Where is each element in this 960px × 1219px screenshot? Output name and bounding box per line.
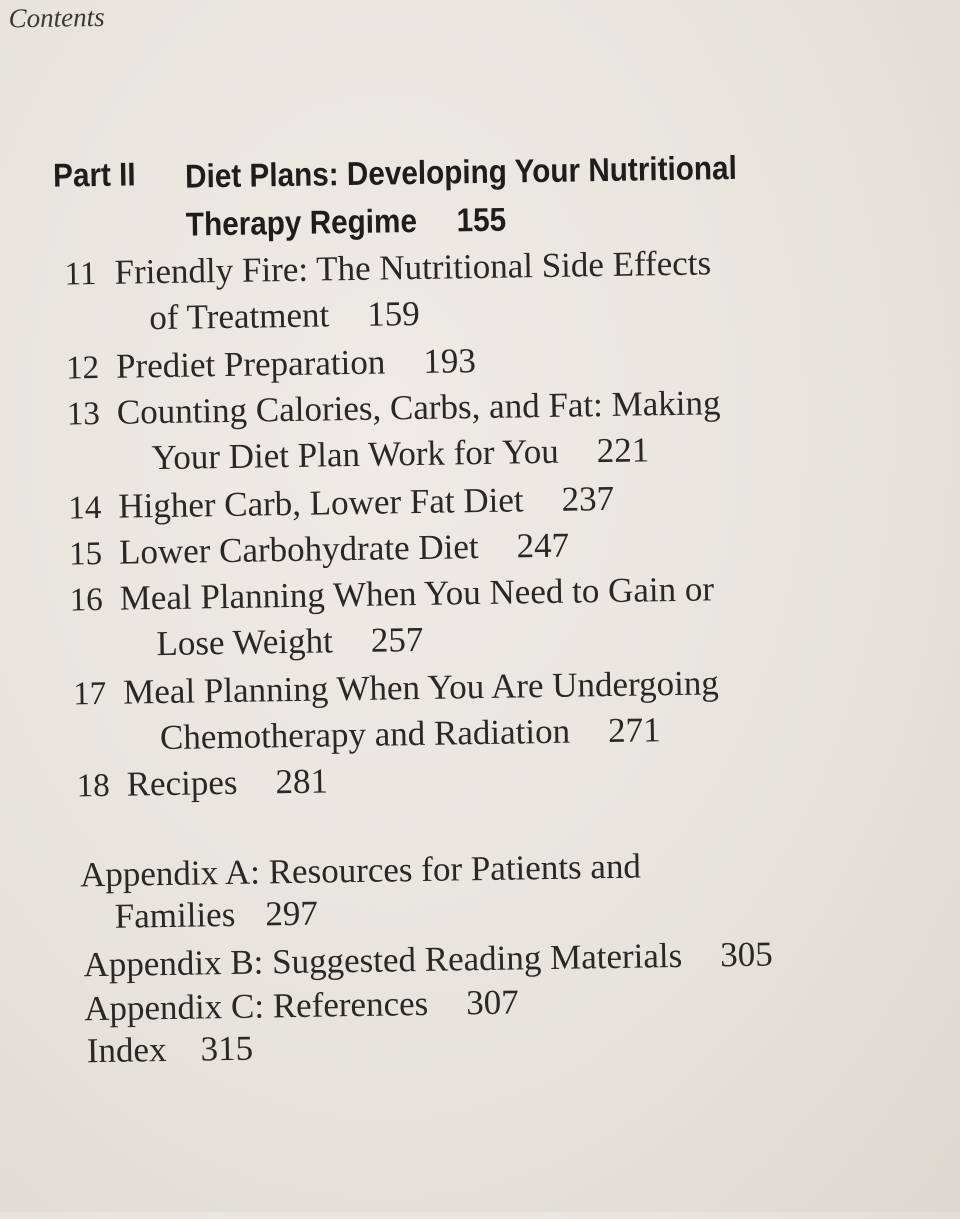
appendix-title: Appendix A: Resources for Patients and — [79, 846, 642, 895]
chapter-page-number: 193 — [422, 341, 477, 381]
chapter-title: Meal Planning When You Are Undergoing — [122, 663, 720, 712]
chapter-number: 14 — [68, 489, 102, 527]
chapter-title: Prediet Preparation — [115, 342, 386, 386]
chapter-page-number: 271 — [607, 710, 661, 751]
chapter-page-number: 257 — [370, 619, 424, 660]
chapter-number: 12 — [65, 349, 100, 387]
chapter-number: 18 — [76, 767, 110, 805]
chapter-page-number: 221 — [596, 430, 650, 471]
chapter-page-number: 247 — [516, 525, 570, 566]
chapter-number: 13 — [66, 395, 101, 433]
chapter-number: 17 — [72, 675, 107, 713]
toc-appendix-c — [84, 979, 519, 1032]
appendix-page-number: 297 — [264, 893, 319, 934]
toc-appendix-b — [83, 931, 773, 988]
toc-appendix-a-continued — [114, 891, 318, 940]
index-title: Index — [86, 1029, 167, 1071]
chapter-number: 15 — [68, 535, 103, 573]
part-page-number: 155 — [456, 200, 507, 239]
chapter-page-number: 159 — [366, 293, 420, 334]
toc-entry-11-continued — [149, 291, 420, 341]
chapter-page-number: 237 — [561, 478, 615, 519]
running-head: Contents — [8, 1, 105, 34]
chapter-title: Meal Planning When You Need to Gain or — [119, 569, 715, 618]
chapter-title: Higher Carb, Lower Fat Diet — [117, 480, 524, 526]
chapter-title-continued: Chemotherapy and Radiation — [159, 711, 571, 758]
chapter-title-continued: of Treatment — [149, 295, 330, 338]
toc-entry-11 — [64, 240, 711, 297]
chapter-number: 11 — [64, 256, 97, 293]
chapter-title-continued: Your Diet Plan Work for You — [151, 431, 559, 478]
part-heading — [185, 143, 798, 249]
toc-entry-18 — [76, 758, 328, 809]
chapter-title: Lower Carbohydrate Diet — [118, 527, 479, 572]
chapter-number: 16 — [69, 581, 104, 619]
appendix-page-number: 307 — [465, 982, 519, 1023]
appendix-title: Appendix C: References — [83, 983, 429, 1029]
index-page-number: 315 — [200, 1028, 254, 1069]
appendix-title: Appendix B: Suggested Reading Materials — [83, 935, 683, 985]
toc-entry-16 — [69, 566, 714, 623]
toc-index — [86, 1026, 253, 1075]
toc-entry-13-continued — [151, 427, 649, 481]
appendix-title-continued: Families — [114, 894, 236, 936]
chapter-title: Counting Calories, Carbs, and Fat: Making — [116, 383, 721, 432]
part-title: Diet Plans: Developing Your Nutritional Therapy Regime — [184, 148, 738, 243]
chapter-page-number: 281 — [275, 761, 329, 802]
part-label: Part II — [52, 155, 136, 194]
toc-entry-17-continued — [160, 707, 661, 761]
toc-appendix-a — [80, 844, 642, 899]
chapter-title: Friendly Fire: The Nutritional Side Effects — [114, 243, 712, 292]
chapter-title: Recipes — [126, 762, 238, 804]
toc-entry-12 — [66, 338, 476, 391]
appendix-page-number: 305 — [719, 934, 774, 975]
chapter-title-continued: Lose Weight — [156, 621, 334, 664]
toc-entry-16-continued — [156, 617, 424, 667]
